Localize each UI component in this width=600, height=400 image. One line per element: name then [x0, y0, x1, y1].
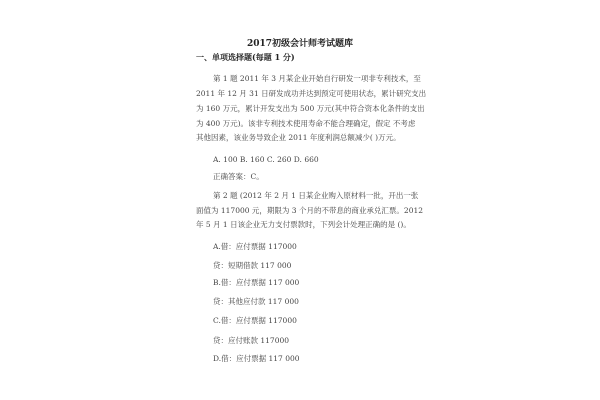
q1-options: A. 100 B. 160 C. 260 D. 660 — [213, 155, 319, 164]
q1-text-line: 为 400 万元)。该非专利技术使用寿命不能合理确定，假定 不考虑 — [196, 119, 416, 128]
q2-entry: 贷：应付账款 117000 — [213, 336, 290, 345]
document-title: 2017初级会计师考试题库 — [246, 39, 354, 49]
q2-entry: C.借：应付票据 117000 — [213, 316, 297, 325]
q1-text-line: 2011 年 12 月 31 日研发成功并达到预定可使用状态，累计研究支出 — [196, 89, 427, 98]
section-heading: 一、单项选择题(每题 1 分) — [196, 52, 295, 62]
q1-text-line: 第 1 题 2011 年 3 月某企业开始自行研发一项非专利技术，至 — [213, 74, 421, 83]
q1-text-line: 为 160 万元，累计开发支出为 500 万元(其中符合资本化条件的支出 — [196, 104, 425, 113]
q2-text-line: 第 2 题 (2012 年 2 月 1 日某企业购入原材料一批，开出一张 — [213, 191, 419, 200]
q2-entry: D.借：应付票据 117 000 — [213, 354, 300, 363]
q2-text-line: 面值为 117000 元，期限为 3 个月的不带息的商业承兑汇票。2012 — [196, 206, 424, 215]
q2-entry: A.借：应付票据 117000 — [213, 242, 297, 251]
q2-entry: B.借：应付票据 117 000 — [213, 278, 300, 287]
q2-entry: 贷：其他应付款 117 000 — [213, 297, 299, 306]
q2-text-line: 年 5 月 1 日该企业无力支付票款时，下列会计处理正确的是 ()。 — [196, 220, 411, 229]
q1-answer: 正确答案：C。 — [213, 172, 264, 181]
q1-text-line: 其他因素，该业务导致企业 2011 年度利润总额减少( )万元。 — [196, 133, 401, 142]
q2-entry: 贷：短期借款 117 000 — [213, 261, 292, 270]
